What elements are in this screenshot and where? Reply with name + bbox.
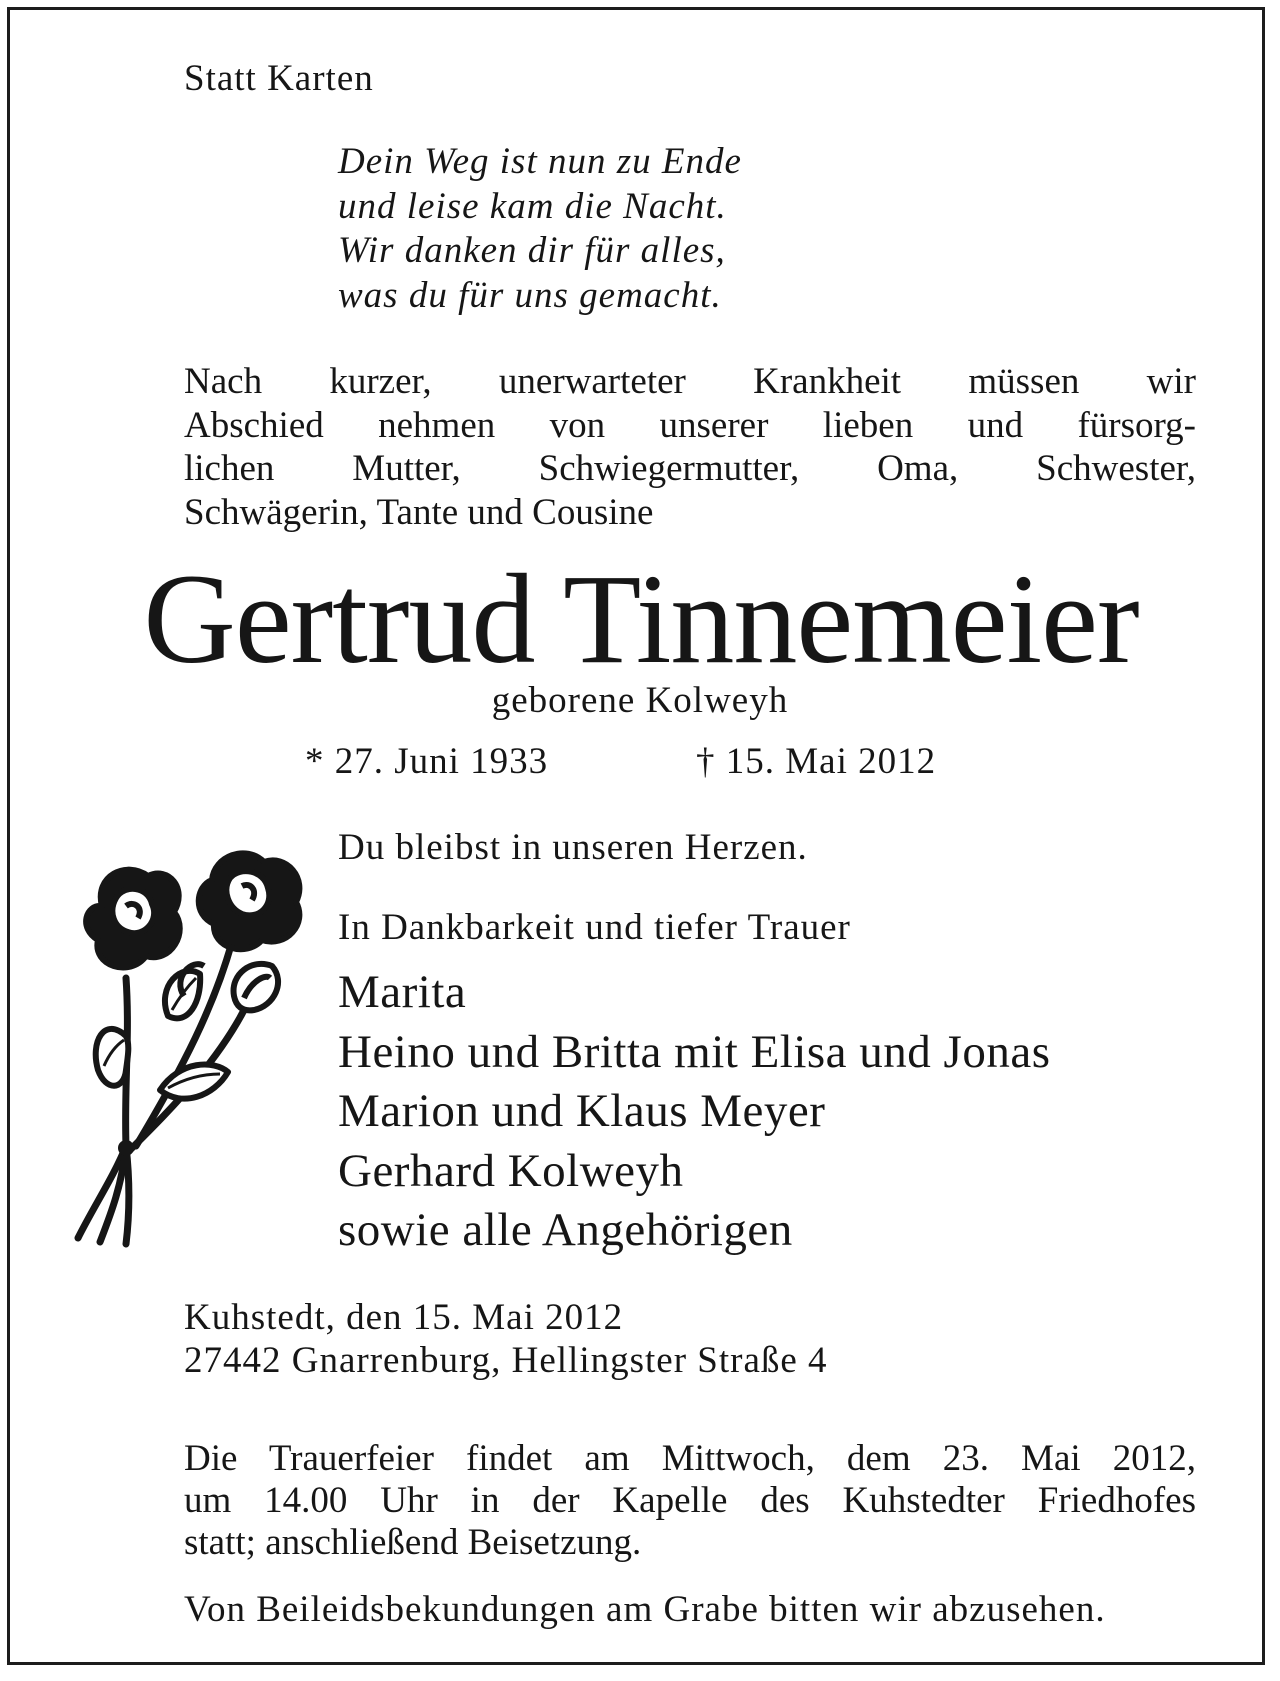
place-and-address (184, 1296, 828, 1382)
deceased-name: Gertrud Tinnemeier (143, 548, 1139, 690)
mourner: Marion und Klaus Meyer (338, 1085, 826, 1137)
address: 27442 Gnarrenburg, Hellingster Straße 4 (184, 1340, 828, 1381)
poem-line: Wir danken dir für alles, (338, 230, 726, 271)
condolence-note: Von Beileidsbekundungen am Grabe bitten wir abzusehen. (184, 1589, 1106, 1630)
death-date: † 15. Mai 2012 (696, 741, 937, 782)
poem (338, 140, 742, 318)
poem-line: und leise kam die Nacht. (338, 185, 727, 227)
place-date: Kuhstedt, den 15. Mai 2012 (184, 1297, 624, 1338)
remembrance-line: Du bleibst in unseren Herzen. (338, 827, 808, 868)
birth-date: * 27. Juni 1933 (305, 741, 549, 782)
gratitude-line: In Dankbarkeit und tiefer Trauer (338, 907, 851, 948)
ceremony-line: um 14.00 Uhr in der Kapelle des Kuhstedter Friedhofes (184, 1480, 1196, 1521)
roses-bouquet-icon (64, 846, 310, 1248)
poem-line: Dein Weg ist nun zu Ende (338, 141, 742, 182)
ceremony-info (184, 1438, 1196, 1564)
mourner: Heino und Britta mit Elisa und Jonas (338, 1025, 1051, 1078)
mourner: Marita (338, 966, 467, 1018)
ceremony-line: Die Trauerfeier findet am Mittwoch, dem 23. Mai 2012, (184, 1438, 1196, 1479)
intro-line: Schwägerin, Tante und Cousine (184, 491, 654, 533)
mourner: Gerhard Kolweyh (338, 1144, 684, 1197)
notice-heading: Statt Karten (184, 58, 374, 99)
maiden-name: geborene Kolweyh (491, 680, 789, 721)
mourner: sowie alle Angehörigen (338, 1204, 793, 1256)
mourners-list (338, 963, 1051, 1261)
intro-text (184, 360, 1196, 534)
intro-line: lichen Mutter, Schwiegermutter, Oma, Schwester, (184, 448, 1196, 489)
ceremony-line: statt; anschließend Beisetzung. (184, 1522, 642, 1563)
intro-line: Abschied nehmen von unserer lieben und fürsorg- (184, 404, 1196, 446)
poem-line: was du für uns gemacht. (338, 274, 722, 316)
intro-line: Nach kurzer, unerwarteter Krankheit müssen wir (184, 361, 1196, 402)
